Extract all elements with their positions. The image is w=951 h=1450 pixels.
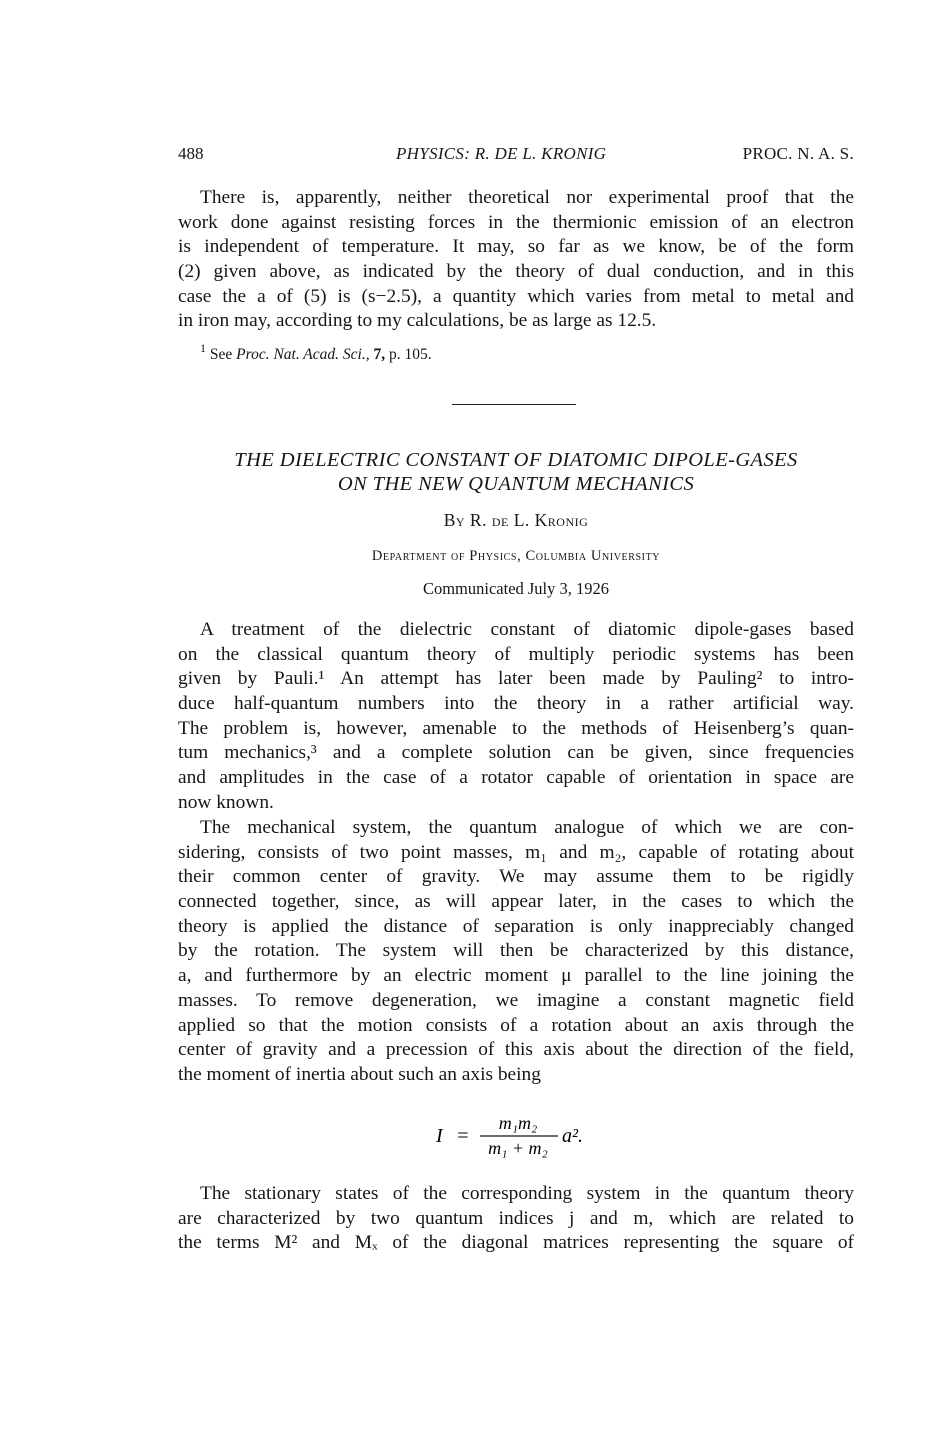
text-line: center of gravity and a precession of this axis about the direction of the field,	[178, 1039, 854, 1061]
equation-graphic	[432, 1110, 612, 1158]
text-line: the terms M² and Mₓ of the diagonal matrices representing the square of	[178, 1232, 854, 1254]
footnote-marker: 1	[200, 341, 206, 355]
text-line: on the classical quantum theory of multiply periodic systems has been	[178, 643, 854, 665]
running-head-title: PHYSICS: R. DE L. KRONIG	[396, 144, 607, 163]
text-line: a, and furthermore by an electric moment μ parallel to the line joining the	[178, 965, 854, 987]
previous-article-paragraph	[178, 186, 854, 334]
text-line: given by Pauli.¹ An attempt has later been made by Pauling² to intro-	[178, 668, 854, 690]
equation-numerator: m₁m₂	[498, 1113, 538, 1133]
equation-denominator: m₁ + m₂	[488, 1138, 548, 1158]
footnote	[200, 341, 432, 364]
article-separator-rule	[452, 404, 576, 405]
footnote-volume: 7,	[369, 346, 386, 363]
communicated-date: Communicated July 3, 1926	[422, 579, 610, 598]
text-line: their common center of gravity. We may assume them to be rigidly	[178, 866, 854, 888]
text-line: A treatment of the dielectric constant of diatomic dipole-gases based	[200, 619, 854, 640]
text-line: by the rotation. The system will then be characterized by this distance,	[178, 940, 854, 962]
equation-lhs: I	[436, 1125, 443, 1147]
text-line: are characterized by two quantum indices j and m, which are related to	[178, 1207, 854, 1229]
paragraph-3	[178, 1182, 854, 1256]
text-line: (2) given above, as indicated by the theory of dual conduction, and in this	[178, 261, 854, 283]
text-line: There is, apparently, neither theoretical nor experimental proof that the	[200, 187, 854, 208]
footnote-page: p. 105.	[385, 346, 432, 363]
text-line: in iron may, according to my calculations, be as large as 12.5.	[178, 310, 657, 332]
equation-equals: =	[456, 1125, 470, 1147]
text-line: connected together, since, as will appear later, in the cases to which the	[178, 891, 854, 913]
text-line: tum mechanics,³ and a complete solution can be given, since frequencies	[178, 742, 854, 764]
moment-of-inertia-equation	[432, 1110, 612, 1164]
text-line: now known.	[178, 791, 274, 813]
text-line: The problem is, however, amenable to the methods of Heisenberg’s quan-	[178, 717, 854, 739]
byline: By R. de L. Kronig	[443, 510, 589, 530]
text-line: applied so that the motion consists of a rotation about an axis through the	[178, 1014, 854, 1036]
equation-rhs: a².	[562, 1125, 583, 1147]
text-line: case the a of (5) is (s−2.5), a quantity which varies from metal to metal and	[178, 285, 854, 307]
article-title-line: ON THE NEW QUANTUM MECHANICS	[337, 473, 695, 495]
paragraph-1	[178, 618, 854, 816]
running-head	[178, 144, 854, 168]
text-line: The mechanical system, the quantum analogue of which we are con-	[200, 817, 854, 838]
article-title	[178, 448, 854, 496]
text-line: sidering, consists of two point masses, m₁ and m₂, capable of rotating about	[178, 841, 854, 863]
journal-abbreviation: PROC. N. A. S.	[742, 144, 854, 163]
text-line: is independent of temperature. It may, so far as we know, be of the form	[178, 236, 854, 258]
text-line: and amplitudes in the case of a rotator capable of orientation in space are	[178, 767, 854, 789]
paragraph-2	[178, 816, 854, 1088]
footnote-journal: Proc. Nat. Acad. Sci.,	[236, 346, 370, 363]
department: Department of Physics, Columbia University	[371, 548, 661, 564]
text-line: work done against resisting forces in the thermionic emission of an electron	[178, 211, 854, 233]
footnote-text: See	[206, 346, 237, 363]
text-line: duce half-quantum numbers into the theory in a rather artificial way.	[178, 693, 854, 715]
page-number: 488	[178, 144, 204, 163]
text-line: The stationary states of the corresponding system in the quantum theory	[200, 1183, 854, 1204]
article-title-line: THE DIELECTRIC CONSTANT OF DIATOMIC DIPOLE-GASES	[234, 449, 798, 471]
text-line: the moment of inertia about such an axis being	[178, 1063, 541, 1085]
text-line: theory is applied the distance of separation is only inappreciably changed	[178, 915, 854, 937]
text-line: masses. To remove degeneration, we imagine a constant magnetic field	[178, 989, 854, 1011]
